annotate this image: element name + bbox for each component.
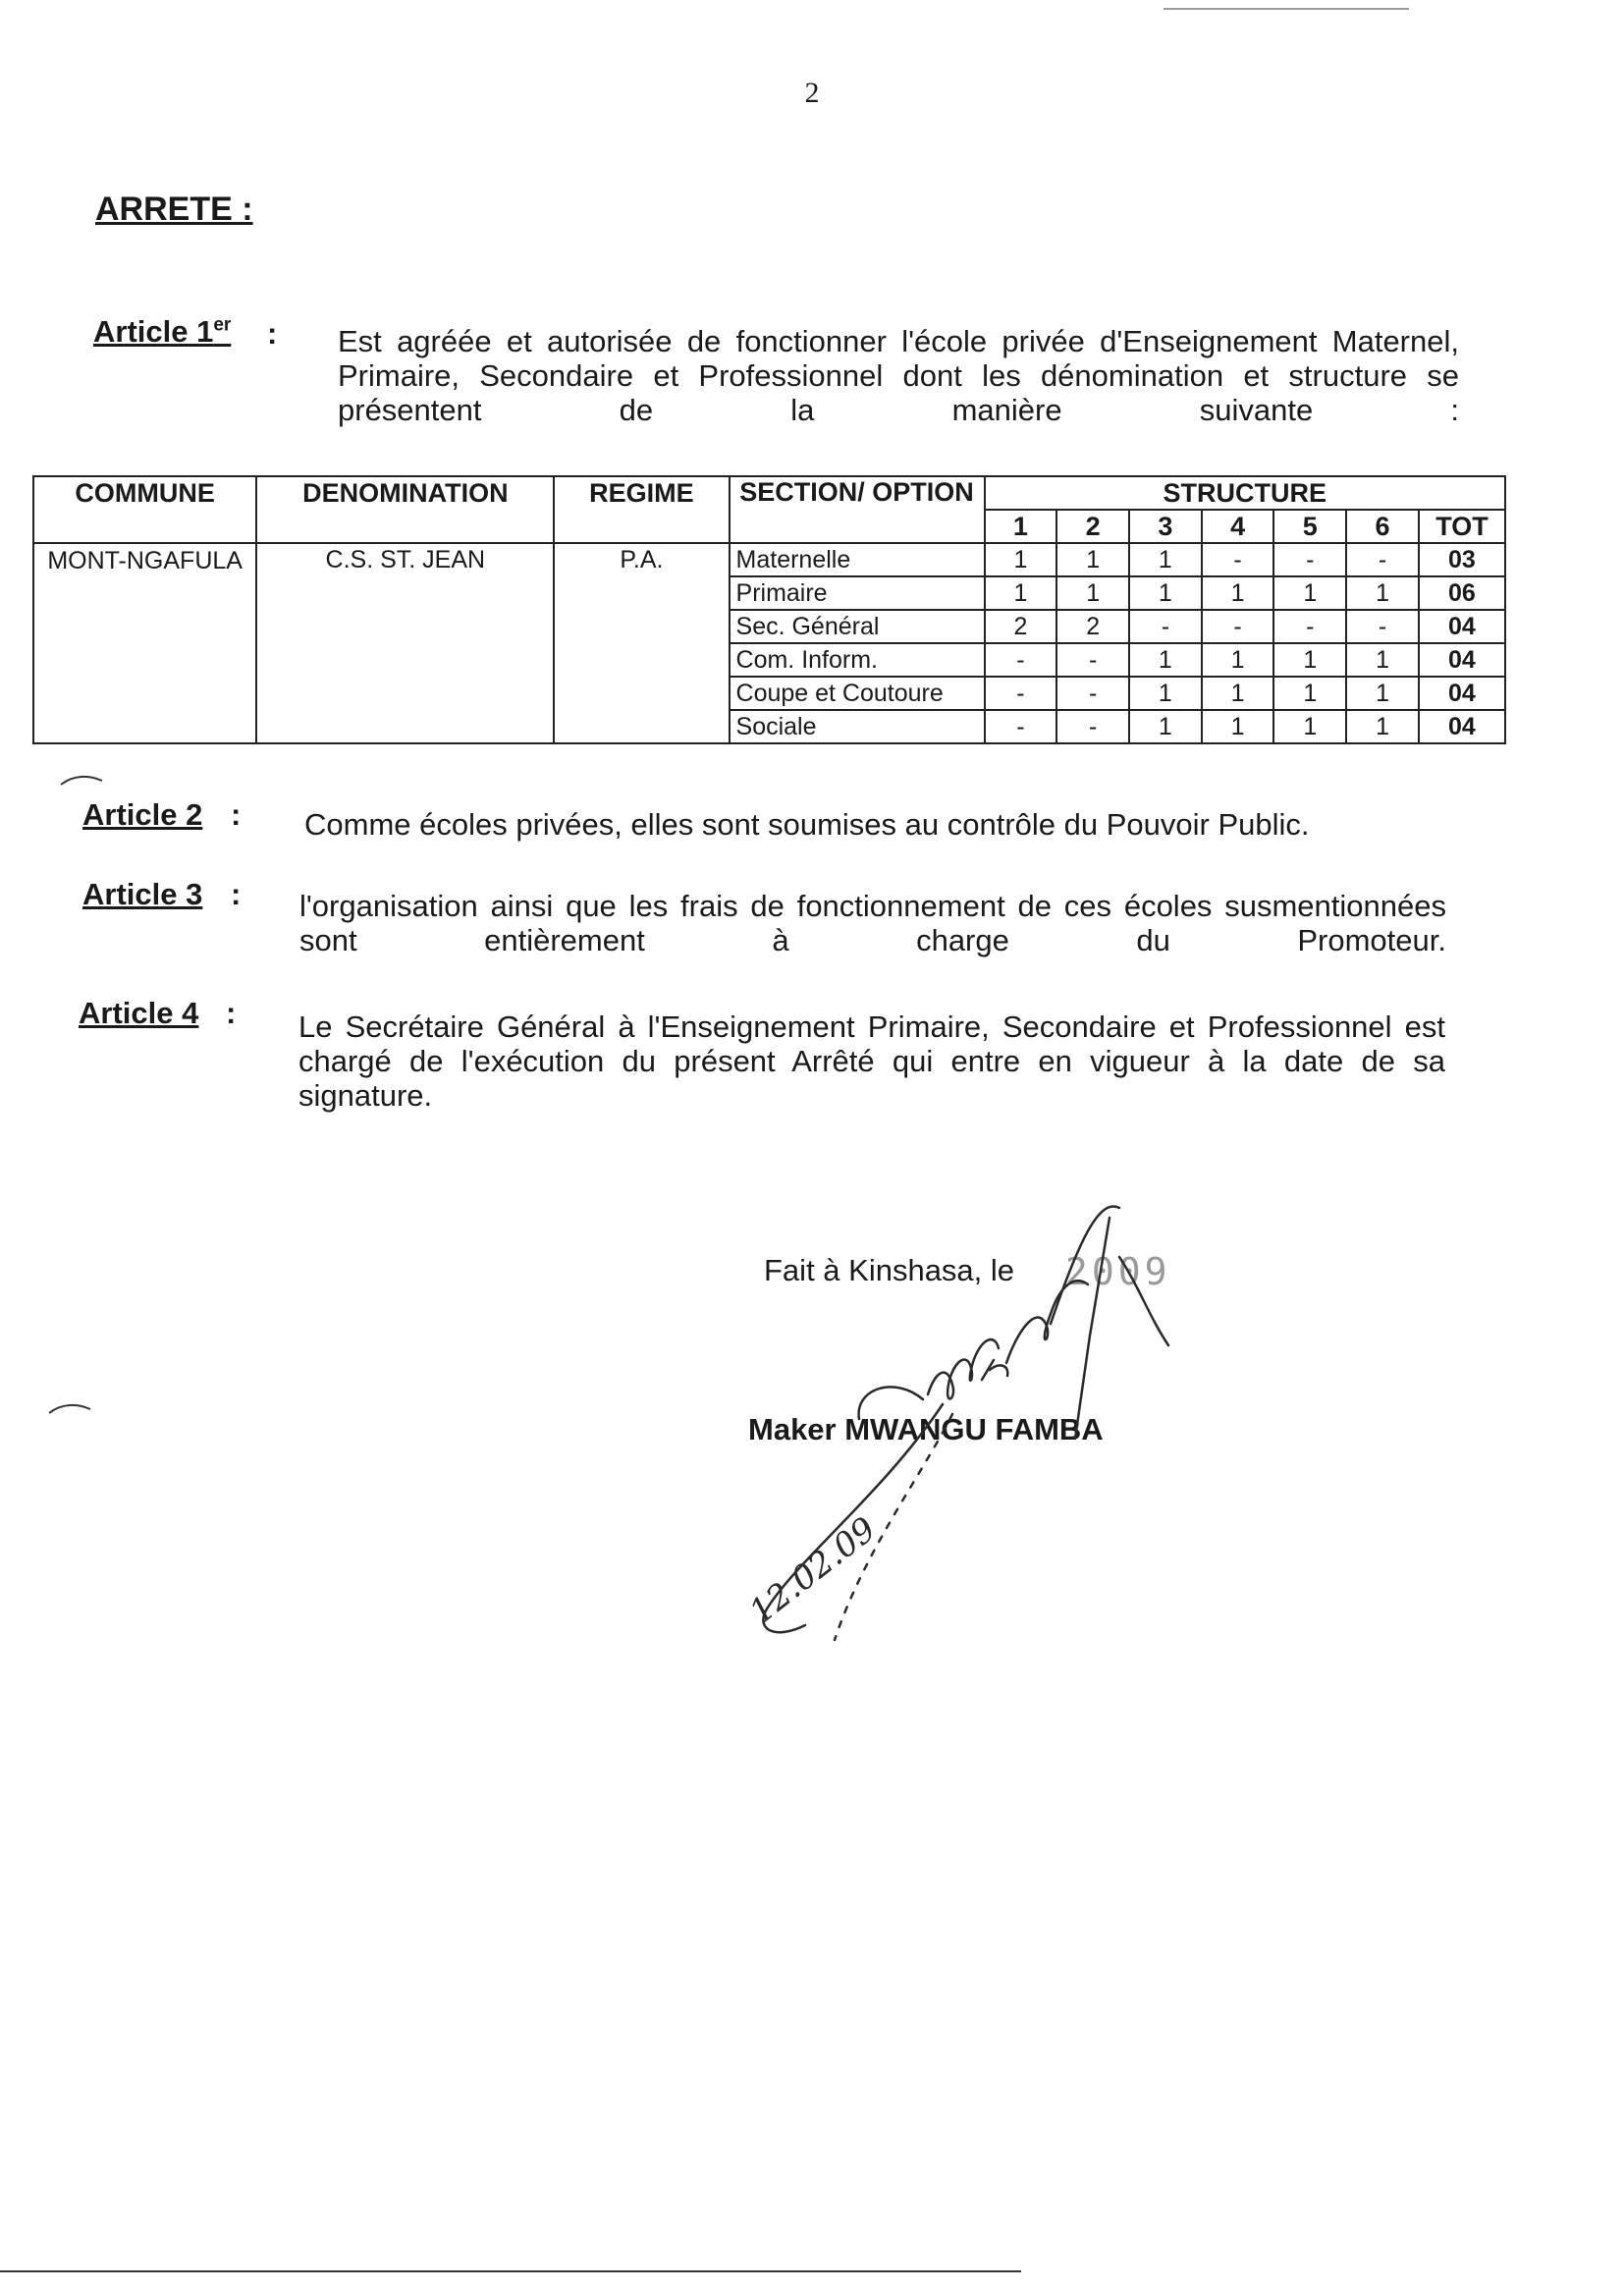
place-date-line: Fait à Kinshasa, le bbox=[764, 1253, 1015, 1287]
table-row bbox=[33, 543, 1505, 576]
value-cell: 1 bbox=[1273, 677, 1346, 710]
signer-name: Maker MWANGU FAMBA bbox=[748, 1412, 1104, 1446]
commune-cell: MONT-NGAFULA bbox=[33, 543, 256, 743]
value-cell: 2 bbox=[985, 610, 1057, 643]
value-cell: 1 bbox=[1202, 677, 1274, 710]
value-cell: - bbox=[1056, 677, 1129, 710]
value-cell: 1 bbox=[1346, 576, 1419, 610]
article-1-label-sup: er bbox=[213, 314, 232, 336]
value-cell: 1 bbox=[1129, 643, 1202, 677]
value-cell: 1 bbox=[1129, 710, 1202, 743]
school-structure-table bbox=[32, 475, 1506, 744]
value-cell: 1 bbox=[1202, 710, 1274, 743]
header-regime: REGIME bbox=[554, 476, 729, 543]
value-cell: - bbox=[1202, 543, 1274, 576]
scan-artifact-bottom bbox=[0, 2270, 1021, 2272]
total-cell: 04 bbox=[1419, 677, 1505, 710]
article-3-text: l'organisation ainsi que les frais de fonctionnement de ces écoles susmentionnées sont entièrement à charge du Promoteur. bbox=[299, 889, 1446, 957]
section-cell: Sec. Général bbox=[730, 610, 985, 643]
article-4-colon: : bbox=[226, 996, 237, 1030]
table-header-row bbox=[33, 476, 1505, 510]
value-cell: - bbox=[1129, 610, 1202, 643]
header-year-2: 2 bbox=[1056, 510, 1129, 543]
page-number: 2 bbox=[804, 77, 820, 109]
margin-mark-icon bbox=[47, 1399, 96, 1419]
stamp-date: 2009 bbox=[1065, 1250, 1171, 1293]
value-cell: 1 bbox=[1273, 710, 1346, 743]
value-cell: 1 bbox=[1202, 643, 1274, 677]
value-cell: 1 bbox=[1129, 576, 1202, 610]
value-cell: 1 bbox=[1056, 543, 1129, 576]
total-cell: 04 bbox=[1419, 643, 1505, 677]
article-1-label-text: Article 1 bbox=[93, 314, 214, 349]
value-cell: 1 bbox=[1056, 576, 1129, 610]
section-cell: Sociale bbox=[730, 710, 985, 743]
value-cell: 1 bbox=[985, 576, 1057, 610]
total-cell: 03 bbox=[1419, 543, 1505, 576]
value-cell: 1 bbox=[1346, 677, 1419, 710]
value-cell: 1 bbox=[1346, 710, 1419, 743]
section-cell: Primaire bbox=[730, 576, 985, 610]
scan-artifact-top bbox=[1164, 8, 1409, 10]
regime-cell: P.A. bbox=[554, 543, 729, 743]
header-section-option: SECTION/ OPTION bbox=[730, 476, 985, 543]
value-cell: - bbox=[1346, 610, 1419, 643]
value-cell: - bbox=[1273, 610, 1346, 643]
article-4-text: Le Secrétaire Général à l'Enseignement Primaire, Secondaire et Professionnel est chargé de l'exécution du présent Arrêté qui entre en vigueur à la date de sa signature. bbox=[298, 1010, 1445, 1113]
value-cell: - bbox=[1346, 543, 1419, 576]
article-2-colon: : bbox=[231, 797, 242, 832]
article-1-text: Est agréée et autorisée de fonctionner l'école privée d'Enseignement Maternel, Primaire, Secondaire et Professionnel dont les dénomination et structure se présentent de la manière suivante : bbox=[338, 324, 1459, 427]
article-1-label bbox=[93, 314, 231, 350]
value-cell: - bbox=[1202, 610, 1274, 643]
section-cell: Com. Inform. bbox=[730, 643, 985, 677]
value-cell: - bbox=[985, 677, 1057, 710]
header-year-6: 6 bbox=[1346, 510, 1419, 543]
value-cell: - bbox=[1273, 543, 1346, 576]
section-cell: Coupe et Coutoure bbox=[730, 677, 985, 710]
margin-mark-icon bbox=[59, 771, 108, 791]
article-1-colon: : bbox=[267, 316, 278, 351]
header-structure: STRUCTURE bbox=[985, 476, 1505, 510]
header-year-3: 3 bbox=[1129, 510, 1202, 543]
value-cell: 1 bbox=[1346, 643, 1419, 677]
value-cell: 2 bbox=[1056, 610, 1129, 643]
header-year-4: 4 bbox=[1202, 510, 1274, 543]
article-3-label: Article 3 bbox=[82, 877, 203, 911]
total-cell: 04 bbox=[1419, 710, 1505, 743]
value-cell: - bbox=[985, 643, 1057, 677]
value-cell: - bbox=[1056, 710, 1129, 743]
value-cell: - bbox=[985, 710, 1057, 743]
article-4-label: Article 4 bbox=[79, 996, 199, 1030]
handwritten-signature-icon bbox=[687, 1178, 1326, 1689]
article-2-text: Comme écoles privées, elles sont soumises au contrôle du Pouvoir Public. bbox=[304, 807, 1310, 842]
denomination-cell: C.S. ST. JEAN bbox=[256, 543, 554, 743]
value-cell: 1 bbox=[1273, 643, 1346, 677]
value-cell: 1 bbox=[1129, 677, 1202, 710]
header-year-1: 1 bbox=[985, 510, 1057, 543]
article-3-colon: : bbox=[231, 877, 242, 911]
total-cell: 06 bbox=[1419, 576, 1505, 610]
value-cell: - bbox=[1056, 643, 1129, 677]
value-cell: 1 bbox=[1129, 543, 1202, 576]
value-cell: 1 bbox=[985, 543, 1057, 576]
value-cell: 1 bbox=[1273, 576, 1346, 610]
handwritten-date: 12.02.09 bbox=[741, 1509, 884, 1633]
header-denomination: DENOMINATION bbox=[256, 476, 554, 543]
decree-heading: ARRETE : bbox=[95, 191, 253, 228]
header-commune: COMMUNE bbox=[33, 476, 256, 543]
header-year-5: 5 bbox=[1273, 510, 1346, 543]
section-cell: Maternelle bbox=[730, 543, 985, 576]
value-cell: 1 bbox=[1202, 576, 1274, 610]
article-2-label: Article 2 bbox=[82, 797, 203, 832]
header-tot: TOT bbox=[1419, 510, 1505, 543]
total-cell: 04 bbox=[1419, 610, 1505, 643]
